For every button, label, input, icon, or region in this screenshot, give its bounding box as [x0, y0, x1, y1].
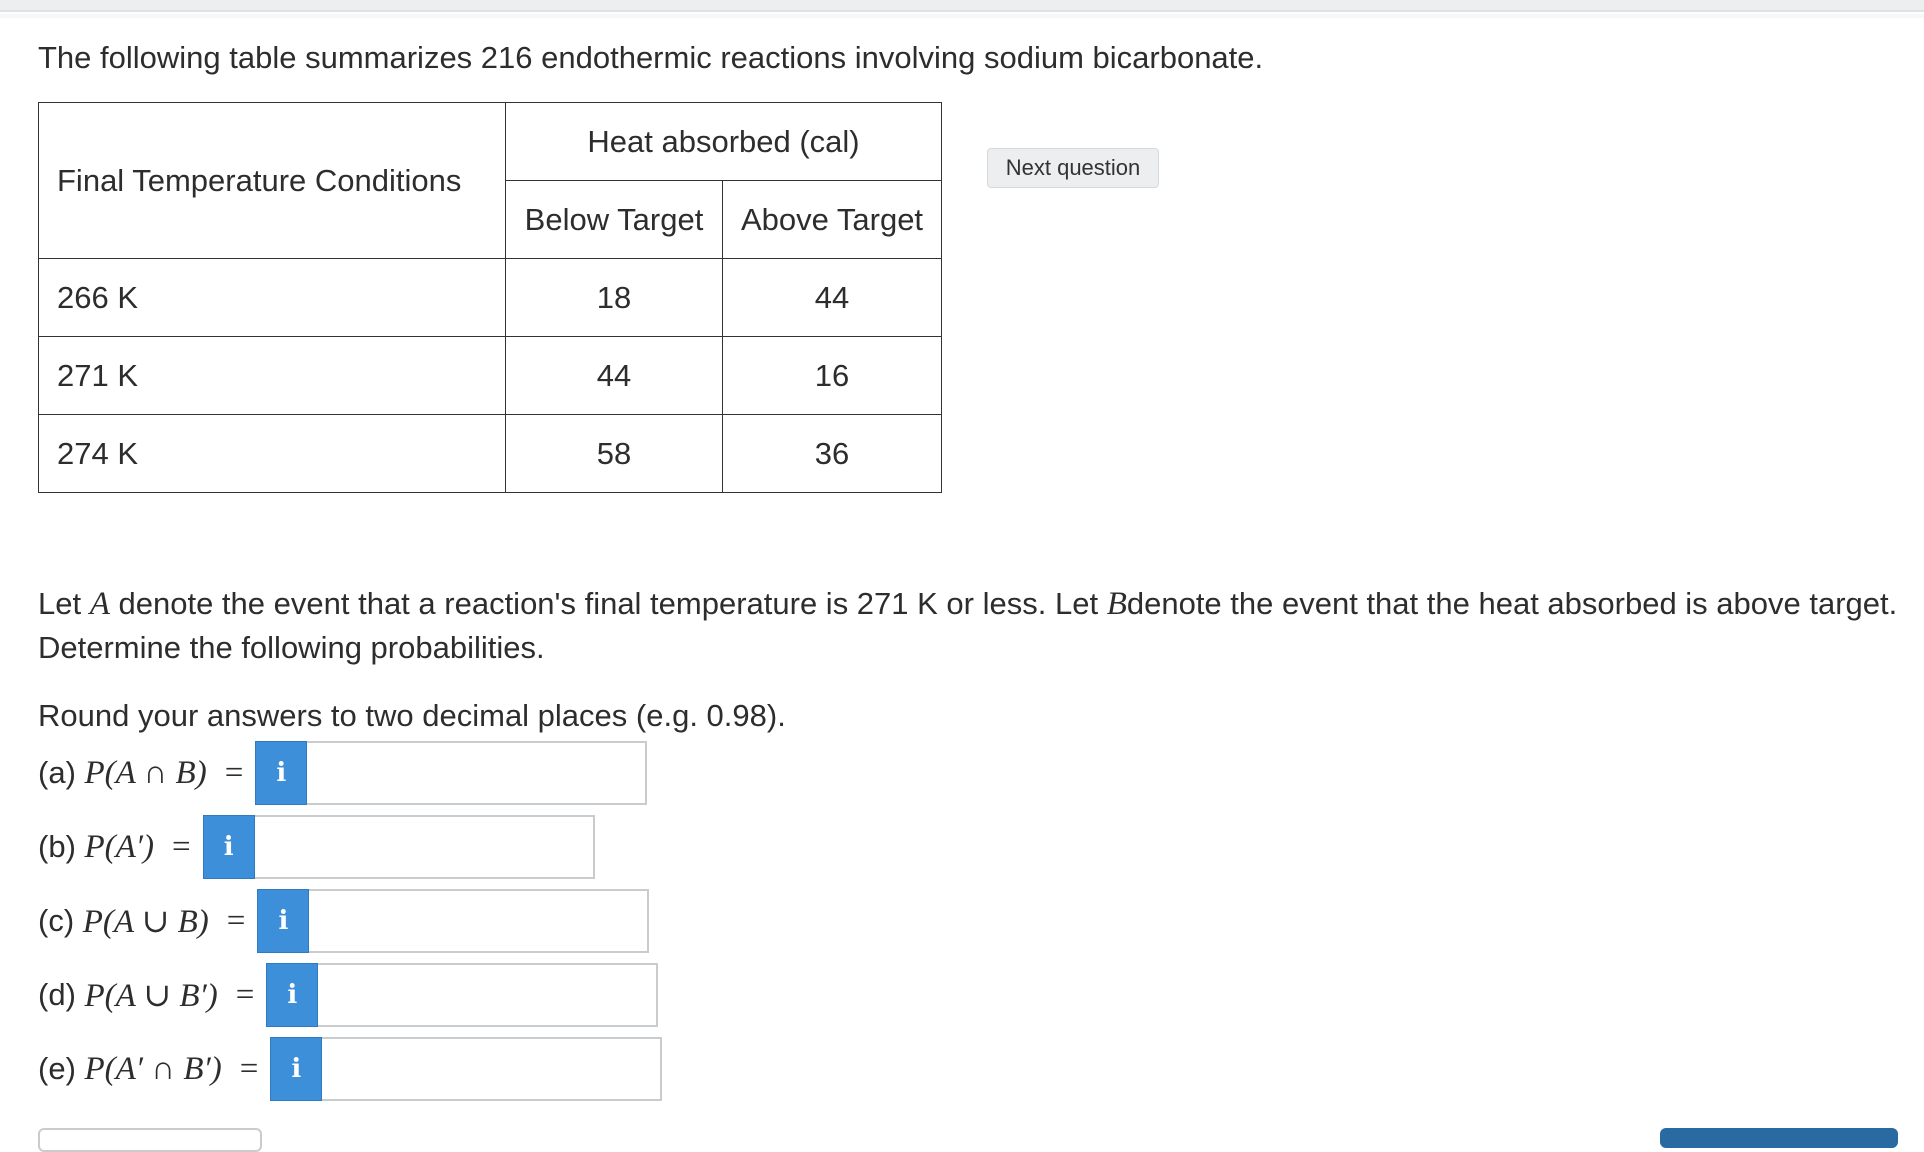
data-table — [38, 102, 942, 493]
answer-input-e[interactable] — [322, 1037, 662, 1101]
question-expression: P(A′) — [84, 828, 155, 865]
para-text: Let — [38, 586, 90, 621]
answer-input-a[interactable] — [307, 741, 647, 805]
question-expression: P(A ∪ B′) — [84, 978, 218, 1014]
info-icon[interactable]: i — [257, 889, 309, 953]
answer-input-c[interactable] — [309, 889, 649, 953]
equals-sign: = — [226, 902, 246, 939]
col-header-below: Below Target — [506, 181, 723, 259]
problem-paragraph — [38, 582, 1898, 670]
para-text: denote the event that the heat absorbed is above target. Determine the following probabilities. — [38, 586, 1898, 665]
cell-value: 58 — [506, 415, 723, 493]
row-label: 266 K — [39, 259, 506, 337]
question-expression: P(A ∩ B) — [84, 754, 207, 791]
top-bar — [0, 0, 1924, 12]
question-label: (b) — [38, 829, 85, 864]
row-label: 274 K — [39, 415, 506, 493]
bottom-secondary-button[interactable] — [38, 1128, 262, 1152]
question-label: (e) — [38, 1051, 85, 1086]
table-row — [39, 415, 942, 493]
var-a: A — [89, 586, 110, 622]
info-icon[interactable]: i — [203, 815, 255, 879]
col-header-above: Above Target — [723, 181, 942, 259]
info-icon[interactable]: i — [255, 741, 307, 805]
table-row — [39, 337, 942, 415]
equals-sign: = — [239, 1050, 259, 1087]
cell-value: 18 — [506, 259, 723, 337]
cell-value: 44 — [723, 259, 942, 337]
question-expression: P(A ∪ B) — [82, 904, 209, 940]
question-expression: P(A′ ∩ B′) — [84, 1050, 222, 1087]
question-label: (d) — [38, 977, 85, 1012]
var-b: B — [1106, 586, 1127, 622]
equals-sign: = — [235, 976, 255, 1013]
question-a — [38, 740, 647, 806]
bottom-primary-button[interactable] — [1660, 1128, 1898, 1148]
equals-sign: = — [172, 828, 191, 865]
question-c — [38, 888, 649, 954]
cell-value: 44 — [506, 337, 723, 415]
question-label: (c) — [38, 903, 83, 938]
answer-input-b[interactable] — [255, 815, 595, 879]
question-label: (a) — [38, 755, 85, 790]
cell-value: 16 — [723, 337, 942, 415]
question-b — [38, 814, 595, 880]
table-row — [39, 259, 942, 337]
next-question-button[interactable]: Next question — [987, 148, 1159, 188]
cell-value: 36 — [723, 415, 942, 493]
answer-input-d[interactable] — [318, 963, 658, 1027]
rounding-instruction: Round your answers to two decimal places (e.g. 0.98). — [38, 698, 786, 733]
row-label: 271 K — [39, 337, 506, 415]
top-bar-shadow — [0, 14, 1924, 18]
para-text: denote the event that a reaction's final temperature is 271 K or less. Let — [109, 586, 1107, 621]
equals-sign: = — [224, 754, 244, 791]
info-icon[interactable]: i — [266, 963, 318, 1027]
intro-text: The following table summarizes 216 endothermic reactions involving sodium bicarbonate. — [38, 40, 1264, 75]
question-e — [38, 1036, 662, 1102]
row-header: Final Temperature Conditions — [39, 103, 506, 259]
info-icon[interactable]: i — [270, 1037, 322, 1101]
group-header: Heat absorbed (cal) — [506, 103, 942, 181]
question-d — [38, 962, 658, 1028]
